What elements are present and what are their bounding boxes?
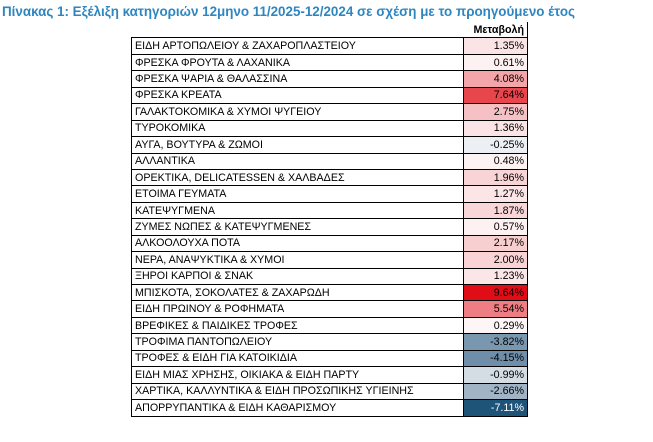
- table-row: [132, 219, 528, 235]
- change-value-cell: 0.57%: [464, 219, 528, 235]
- table-row: [132, 104, 528, 120]
- change-value-cell: 0.29%: [464, 317, 528, 333]
- category-cell: ΝΕΡΑ, ΑΝΑΨΥΚΤΙΚΑ & ΧΥΜΟΙ: [132, 252, 464, 268]
- category-cell: ΕΤΟΙΜΑ ΓΕΥΜΑΤΑ: [132, 186, 464, 202]
- table-header-row: [132, 22, 528, 38]
- change-value-cell: 1.23%: [464, 268, 528, 284]
- change-value-cell: 1.27%: [464, 186, 528, 202]
- change-value-cell: -4.15%: [464, 350, 528, 366]
- change-value-cell: 1.96%: [464, 169, 528, 185]
- table-row: [132, 71, 528, 87]
- table-row: [132, 367, 528, 383]
- category-cell: ΕΙΔΗ ΜΙΑΣ ΧΡΗΣΗΣ, ΟΙΚΙΑΚΑ & ΕΙΔΗ ΠΑΡΤΥ: [132, 367, 464, 383]
- category-cell: ΖΥΜΕΣ ΝΩΠΕΣ & ΚΑΤΕΨΥΓΜΕΝΕΣ: [132, 219, 464, 235]
- category-cell: ΤΡΟΦΙΜΑ ΠΑΝΤΟΠΩΛΕΙΟΥ: [132, 334, 464, 350]
- change-value-cell: -0.99%: [464, 367, 528, 383]
- change-value-cell: 4.08%: [464, 71, 528, 87]
- change-value-cell: 1.87%: [464, 202, 528, 218]
- category-cell: ΦΡΕΣΚΑ ΨΑΡΙΑ & ΘΑΛΑΣΣΙΝΑ: [132, 71, 464, 87]
- category-cell: ΟΡΕΚΤΙΚΑ, DELICATESSEN & ΧΑΛΒΑΔΕΣ: [132, 169, 464, 185]
- table-body: [132, 38, 528, 416]
- category-cell: ΑΛΚΟΟΛΟΥΧΑ ΠΟΤΑ: [132, 235, 464, 251]
- table-row: [132, 317, 528, 333]
- category-cell: ΚΑΤΕΨΥΓΜΕΝΑ: [132, 202, 464, 218]
- category-cell: ΤΡΟΦΕΣ & ΕΙΔΗ ΓΙΑ ΚΑΤΟΙΚΙΔΙΑ: [132, 350, 464, 366]
- change-value-cell: 0.48%: [464, 153, 528, 169]
- change-value-cell: -0.25%: [464, 137, 528, 153]
- change-value-cell: 0.61%: [464, 54, 528, 70]
- table-row: [132, 252, 528, 268]
- table-row: [132, 202, 528, 218]
- change-value-cell: -3.82%: [464, 334, 528, 350]
- category-cell: ΑΛΛΑΝΤΙΚΑ: [132, 153, 464, 169]
- table-row: [132, 334, 528, 350]
- category-cell: ΦΡΕΣΚΑ ΦΡΟΥΤΑ & ΛΑΧΑΝΙΚΑ: [132, 54, 464, 70]
- change-value-cell: 2.00%: [464, 252, 528, 268]
- change-value-cell: -2.66%: [464, 383, 528, 399]
- table-row: [132, 54, 528, 70]
- table-row: [132, 400, 528, 416]
- table-row: [132, 301, 528, 317]
- category-change-table: [131, 22, 528, 417]
- category-cell: ΜΠΙΣΚΟΤΑ, ΣΟΚΟΛΑΤΕΣ & ΖΑΧΑΡΩΔΗ: [132, 285, 464, 301]
- table-row: [132, 137, 528, 153]
- change-value-cell: -7.11%: [464, 400, 528, 416]
- category-cell: ΤΥΡΟΚΟΜΙΚΑ: [132, 120, 464, 136]
- category-cell: ΒΡΕΦΙΚΕΣ & ΠΑΙΔΙΚΕΣ ΤΡΟΦΕΣ: [132, 317, 464, 333]
- change-value-cell: 9.64%: [464, 285, 528, 301]
- change-value-cell: 2.75%: [464, 104, 528, 120]
- change-value-cell: 1.36%: [464, 120, 528, 136]
- table-row: [132, 285, 528, 301]
- table-row: [132, 235, 528, 251]
- change-value-cell: 1.35%: [464, 38, 528, 54]
- category-cell: ΧΑΡΤΙΚΑ, ΚΑΛΛΥΝΤΙΚΑ & ΕΙΔΗ ΠΡΟΣΩΠΙΚΗΣ ΥΓΙΕΙΝΗΣ: [132, 383, 464, 399]
- category-cell: ΕΙΔΗ ΑΡΤΟΠΩΛΕΙΟΥ & ΖΑΧΑΡΟΠΛΑΣΤΕΙΟΥ: [132, 38, 464, 54]
- table-caption: Πίνακας 1: Εξέλιξη κατηγοριών 12μηνο 11/2025-12/2024 σε σχέση με το προηγούμενο έτος: [2, 4, 575, 19]
- header-corner: [132, 22, 464, 38]
- category-cell: ΑΠΟΡΡΥΠΑΝΤΙΚΑ & ΕΙΔΗ ΚΑΘΑΡΙΣΜΟΥ: [132, 400, 464, 416]
- table-row: [132, 350, 528, 366]
- category-cell: ΑΥΓΑ, ΒΟΥΤΥΡΑ & ΖΩΜΟΙ: [132, 137, 464, 153]
- table-row: [132, 186, 528, 202]
- category-cell: ΕΙΔΗ ΠΡΩΙΝΟΥ & ΡΟΦΗΜΑΤΑ: [132, 301, 464, 317]
- change-value-cell: 7.64%: [464, 87, 528, 103]
- change-value-cell: 2.17%: [464, 235, 528, 251]
- table-row: [132, 120, 528, 136]
- table-row: [132, 169, 528, 185]
- change-value-cell: 5.54%: [464, 301, 528, 317]
- category-cell: ΦΡΕΣΚΑ ΚΡΕΑΤΑ: [132, 87, 464, 103]
- change-column-header: Μεταβολή: [464, 22, 528, 38]
- category-cell: ΞΗΡΟΙ ΚΑΡΠΟΙ & ΣΝΑΚ: [132, 268, 464, 284]
- category-cell: ΓΑΛΑΚΤΟΚΟΜΙΚΑ & ΧΥΜΟΙ ΨΥΓΕΙΟΥ: [132, 104, 464, 120]
- table-row: [132, 383, 528, 399]
- table-row: [132, 268, 528, 284]
- table-row: [132, 153, 528, 169]
- table-row: [132, 38, 528, 54]
- table-row: [132, 87, 528, 103]
